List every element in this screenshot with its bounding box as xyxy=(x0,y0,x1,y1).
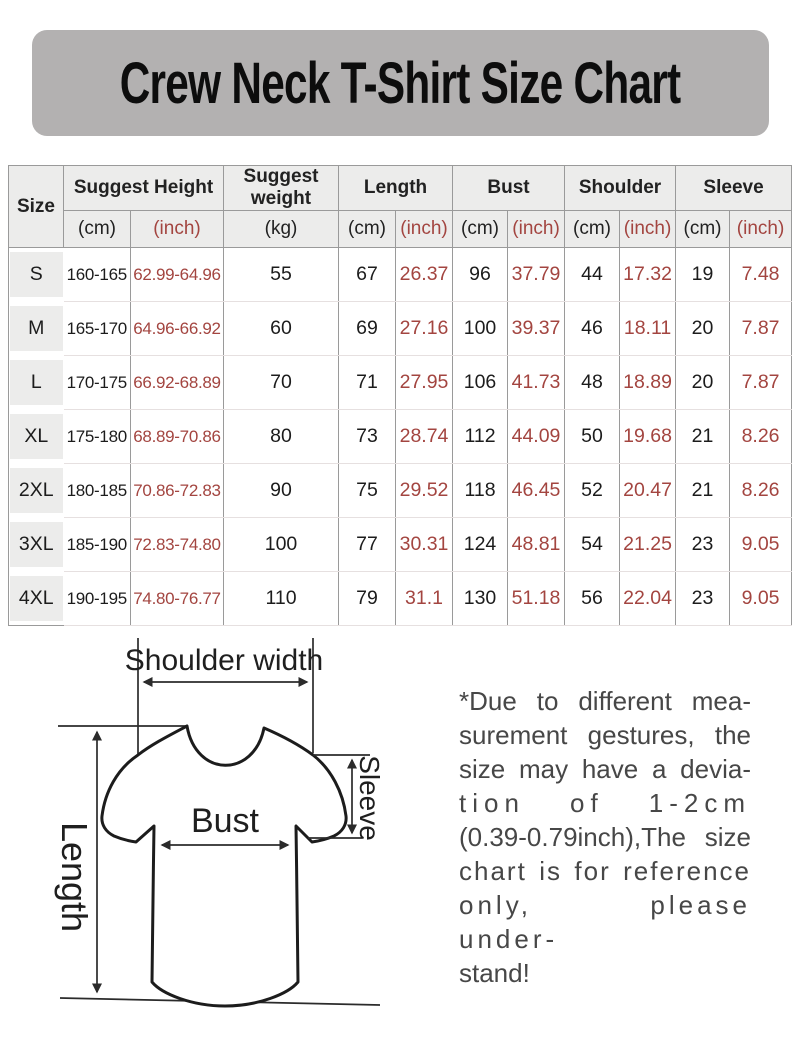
note-line: chart is for reference xyxy=(459,856,751,886)
length-label: Length xyxy=(54,821,95,933)
value-cell: 51.18 xyxy=(508,572,565,626)
unit-header-length-inch: (inch) xyxy=(396,211,453,248)
col-header-suggest-weight: Suggest weight xyxy=(224,166,339,211)
value-cell: 26.37 xyxy=(396,248,453,302)
value-cell: 31.1 xyxy=(396,572,453,626)
value-cell: 170-175 xyxy=(64,356,131,410)
deviation-note xyxy=(459,684,751,990)
shoulder-width-label: Shoulder width xyxy=(124,644,324,677)
value-cell: 62.99-64.96 xyxy=(131,248,224,302)
value-cell: 37.79 xyxy=(508,248,565,302)
unit-header-bust-cm: (cm) xyxy=(453,211,508,248)
col-header-shoulder: Shoulder xyxy=(565,166,676,211)
size-chip: 3XL xyxy=(10,522,63,567)
size-cell xyxy=(9,410,64,464)
bust-label: Bust xyxy=(190,802,260,840)
value-cell: 28.74 xyxy=(396,410,453,464)
unit-header-sleeve-cm: (cm) xyxy=(676,211,730,248)
value-cell: 75 xyxy=(339,464,396,518)
note-line: only, please under- xyxy=(459,890,751,954)
value-cell: 48 xyxy=(565,356,620,410)
value-cell: 71 xyxy=(339,356,396,410)
col-header-bust: Bust xyxy=(453,166,565,211)
value-cell: 27.16 xyxy=(396,302,453,356)
value-cell: 19.68 xyxy=(620,410,676,464)
value-cell: 52 xyxy=(565,464,620,518)
size-cell xyxy=(9,302,64,356)
value-cell: 8.26 xyxy=(730,410,792,464)
table-row xyxy=(9,302,792,356)
col-header-length: Length xyxy=(339,166,453,211)
value-cell: 67 xyxy=(339,248,396,302)
value-cell: 73 xyxy=(339,410,396,464)
note-line: stand! xyxy=(459,958,530,988)
value-cell: 21 xyxy=(676,410,730,464)
unit-header-height-inch: (inch) xyxy=(131,211,224,248)
value-cell: 7.48 xyxy=(730,248,792,302)
value-cell: 18.11 xyxy=(620,302,676,356)
value-cell: 185-190 xyxy=(64,518,131,572)
value-cell: 8.26 xyxy=(730,464,792,518)
value-cell: 118 xyxy=(453,464,508,518)
unit-header-height-cm: (cm) xyxy=(64,211,131,248)
value-cell: 68.89-70.86 xyxy=(131,410,224,464)
value-cell: 70 xyxy=(224,356,339,410)
value-cell: 7.87 xyxy=(730,302,792,356)
value-cell: 50 xyxy=(565,410,620,464)
value-cell: 48.81 xyxy=(508,518,565,572)
sleeve-label: Sleeve xyxy=(354,755,385,841)
size-cell xyxy=(9,518,64,572)
value-cell: 20.47 xyxy=(620,464,676,518)
value-cell: 77 xyxy=(339,518,396,572)
table-row xyxy=(9,464,792,518)
value-cell: 69 xyxy=(339,302,396,356)
value-cell: 21 xyxy=(676,464,730,518)
value-cell: 9.05 xyxy=(730,572,792,626)
tshirt-outline xyxy=(102,726,346,1006)
value-cell: 74.80-76.77 xyxy=(131,572,224,626)
unit-header-bust-inch: (inch) xyxy=(508,211,565,248)
value-cell: 90 xyxy=(224,464,339,518)
value-cell: 110 xyxy=(224,572,339,626)
size-table-body xyxy=(9,248,792,626)
value-cell: 46 xyxy=(565,302,620,356)
value-cell: 66.92-68.89 xyxy=(131,356,224,410)
value-cell: 29.52 xyxy=(396,464,453,518)
note-line: (0.39-0.79inch),The size xyxy=(459,822,751,852)
unit-header-shoulder-inch: (inch) xyxy=(620,211,676,248)
value-cell: 100 xyxy=(453,302,508,356)
size-chip: L xyxy=(10,360,63,405)
value-cell: 96 xyxy=(453,248,508,302)
unit-header-sleeve-inch: (inch) xyxy=(730,211,792,248)
value-cell: 39.37 xyxy=(508,302,565,356)
table-row xyxy=(9,518,792,572)
table-unit-header-row xyxy=(9,211,792,248)
unit-header-weight-kg: (kg) xyxy=(224,211,339,248)
value-cell: 30.31 xyxy=(396,518,453,572)
size-chip: S xyxy=(10,252,63,297)
note-line: size may have a devia- xyxy=(459,754,751,784)
size-cell xyxy=(9,464,64,518)
value-cell: 23 xyxy=(676,518,730,572)
value-cell: 70.86-72.83 xyxy=(131,464,224,518)
table-row xyxy=(9,572,792,626)
size-chip: M xyxy=(10,306,63,351)
size-chip: XL xyxy=(10,414,63,459)
value-cell: 41.73 xyxy=(508,356,565,410)
value-cell: 190-195 xyxy=(64,572,131,626)
value-cell: 55 xyxy=(224,248,339,302)
size-cell xyxy=(9,248,64,302)
value-cell: 165-170 xyxy=(64,302,131,356)
value-cell: 130 xyxy=(453,572,508,626)
value-cell: 20 xyxy=(676,356,730,410)
value-cell: 72.83-74.80 xyxy=(131,518,224,572)
value-cell: 56 xyxy=(565,572,620,626)
value-cell: 9.05 xyxy=(730,518,792,572)
size-cell xyxy=(9,356,64,410)
size-chip: 2XL xyxy=(10,468,63,513)
value-cell: 80 xyxy=(224,410,339,464)
col-header-sleeve: Sleeve xyxy=(676,166,792,211)
value-cell: 106 xyxy=(453,356,508,410)
value-cell: 21.25 xyxy=(620,518,676,572)
value-cell: 18.89 xyxy=(620,356,676,410)
unit-header-shoulder-cm: (cm) xyxy=(565,211,620,248)
size-chart-table xyxy=(8,165,792,626)
value-cell: 175-180 xyxy=(64,410,131,464)
value-cell: 124 xyxy=(453,518,508,572)
tshirt-measurement-diagram xyxy=(0,620,460,1040)
table-row xyxy=(9,410,792,464)
value-cell: 180-185 xyxy=(64,464,131,518)
value-cell: 46.45 xyxy=(508,464,565,518)
note-line: tion of 1-2cm xyxy=(459,788,751,818)
value-cell: 100 xyxy=(224,518,339,572)
value-cell: 22.04 xyxy=(620,572,676,626)
value-cell: 54 xyxy=(565,518,620,572)
value-cell: 44 xyxy=(565,248,620,302)
note-line: *Due to different mea- xyxy=(459,686,751,716)
table-group-header-row xyxy=(9,166,792,211)
value-cell: 112 xyxy=(453,410,508,464)
value-cell: 7.87 xyxy=(730,356,792,410)
note-line: surement gestures, the xyxy=(459,720,751,750)
value-cell: 20 xyxy=(676,302,730,356)
value-cell: 64.96-66.92 xyxy=(131,302,224,356)
page-title: Crew Neck T-Shirt Size Chart xyxy=(120,50,681,116)
col-header-size: Size xyxy=(9,166,64,248)
value-cell: 27.95 xyxy=(396,356,453,410)
table-row xyxy=(9,248,792,302)
size-cell xyxy=(9,572,64,626)
value-cell: 160-165 xyxy=(64,248,131,302)
value-cell: 44.09 xyxy=(508,410,565,464)
table-row xyxy=(9,356,792,410)
title-banner xyxy=(32,30,769,136)
size-chip: 4XL xyxy=(10,576,63,621)
value-cell: 79 xyxy=(339,572,396,626)
unit-header-length-cm: (cm) xyxy=(339,211,396,248)
value-cell: 19 xyxy=(676,248,730,302)
value-cell: 17.32 xyxy=(620,248,676,302)
value-cell: 23 xyxy=(676,572,730,626)
col-header-suggest-height: Suggest Height xyxy=(64,166,224,211)
value-cell: 60 xyxy=(224,302,339,356)
